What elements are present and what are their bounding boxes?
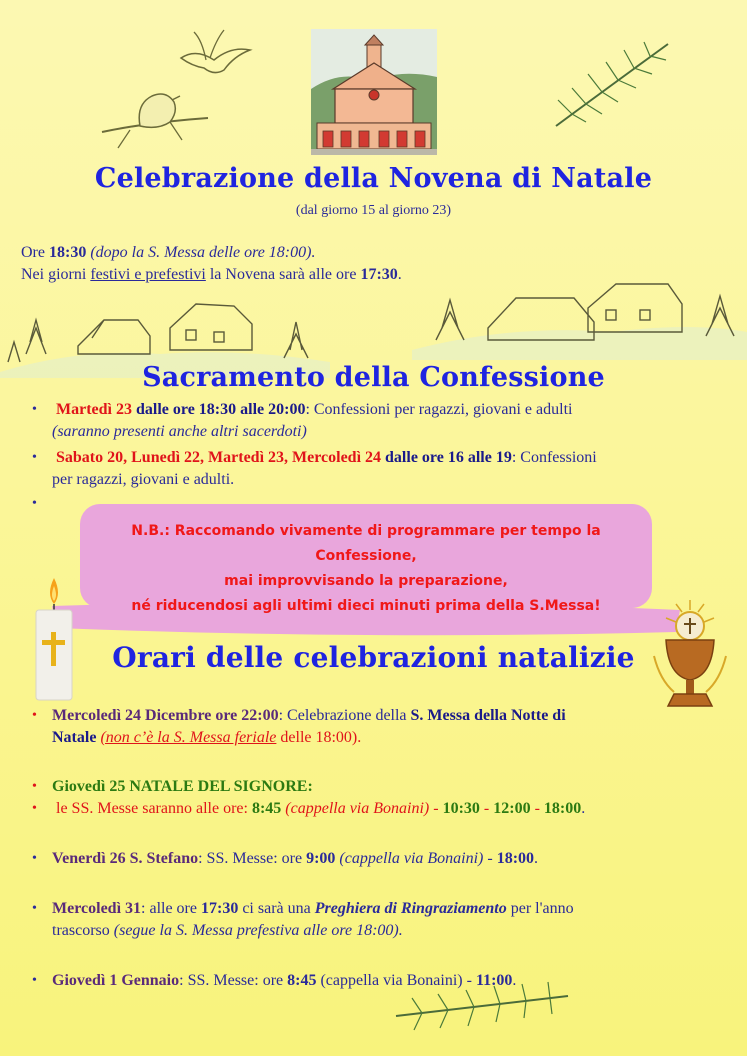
bird-on-branch-icon	[100, 82, 210, 150]
confessione-title: Sacramento della Confessione	[142, 362, 605, 393]
orari-item-1-gennaio: • Giovedì 1 Gennaio: SS. Messe: ore 8:45 (cappella via Bonaini) - 11:00.	[32, 972, 517, 989]
candle-icon	[32, 574, 76, 704]
novena-line-2: Nei giorni festivi e prefestivi la Novena sarà alle ore 17:30.	[21, 266, 402, 283]
church-image	[311, 29, 437, 155]
bird-flying-icon	[176, 26, 256, 82]
confessione-item-3: •	[32, 496, 37, 511]
nb-line-2: mai improvvisando la preparazione,	[224, 573, 508, 589]
orari-title: Orari delle celebrazioni natalizie	[112, 641, 635, 674]
orari-item-26-dicembre: • Venerdì 26 S. Stefano: SS. Messe: ore 9:00 (cappella via Bonaini) - 18:00.	[32, 850, 539, 867]
novena-line-1: Ore 18:30 (dopo la S. Messa delle ore 18:00).	[21, 244, 316, 261]
nb-line-1: N.B.: Raccomando vivamente di programmare per tempo la Confessione,	[131, 523, 601, 564]
nb-note	[80, 519, 652, 619]
nb-line-3: né riducendosi agli ultimi dieci minuti prima della S.Messa!	[131, 598, 601, 614]
orari-item-24-dicembre: • Mercoledì 24 Dicembre ore 22:00: Celebrazione della S. Messa della Notte di Natale (non c’è la S. Messa feriale delle 18:00).	[32, 707, 566, 746]
novena-subtitle: (dal giorno 15 al giorno 23)	[295, 203, 452, 218]
orari-list	[32, 705, 722, 992]
novena-title: Celebrazione della Novena di Natale	[94, 163, 653, 194]
orari-item-31-dicembre: • Mercoledì 31: alle ore 17:30 ci sarà una Preghiera di Ringraziamento per l'anno trascorso (segue la S. Messa prefestiva alle ore 18:00).	[32, 900, 574, 939]
confessione-item-2: • Sabato 20, Lunedì 22, Martedì 23, Mercoledì 24 dalle ore 16 alle 19: Confessioni per ragazzi, giovani e adulti.	[32, 449, 597, 488]
confessioni-list	[32, 399, 722, 515]
village-sketch-right	[412, 274, 747, 360]
confessione-item-1: • Martedì 23 dalle ore 18:30 alle 20:00: Confessioni per ragazzi, giovani e adulti (saranno presenti anche altri sacerdoti)	[32, 401, 573, 440]
pine-branch-icon	[552, 40, 672, 130]
orari-item-25-messe: • le SS. Messe saranno alle ore: 8:45 (cappella via Bonaini) - 10:30 - 12:00 - 18:00.	[32, 800, 586, 817]
pine-branch-bottom-icon	[392, 976, 572, 1040]
orari-item-25-dicembre: • Giovedì 25 NATALE DEL SIGNORE:	[32, 778, 313, 795]
